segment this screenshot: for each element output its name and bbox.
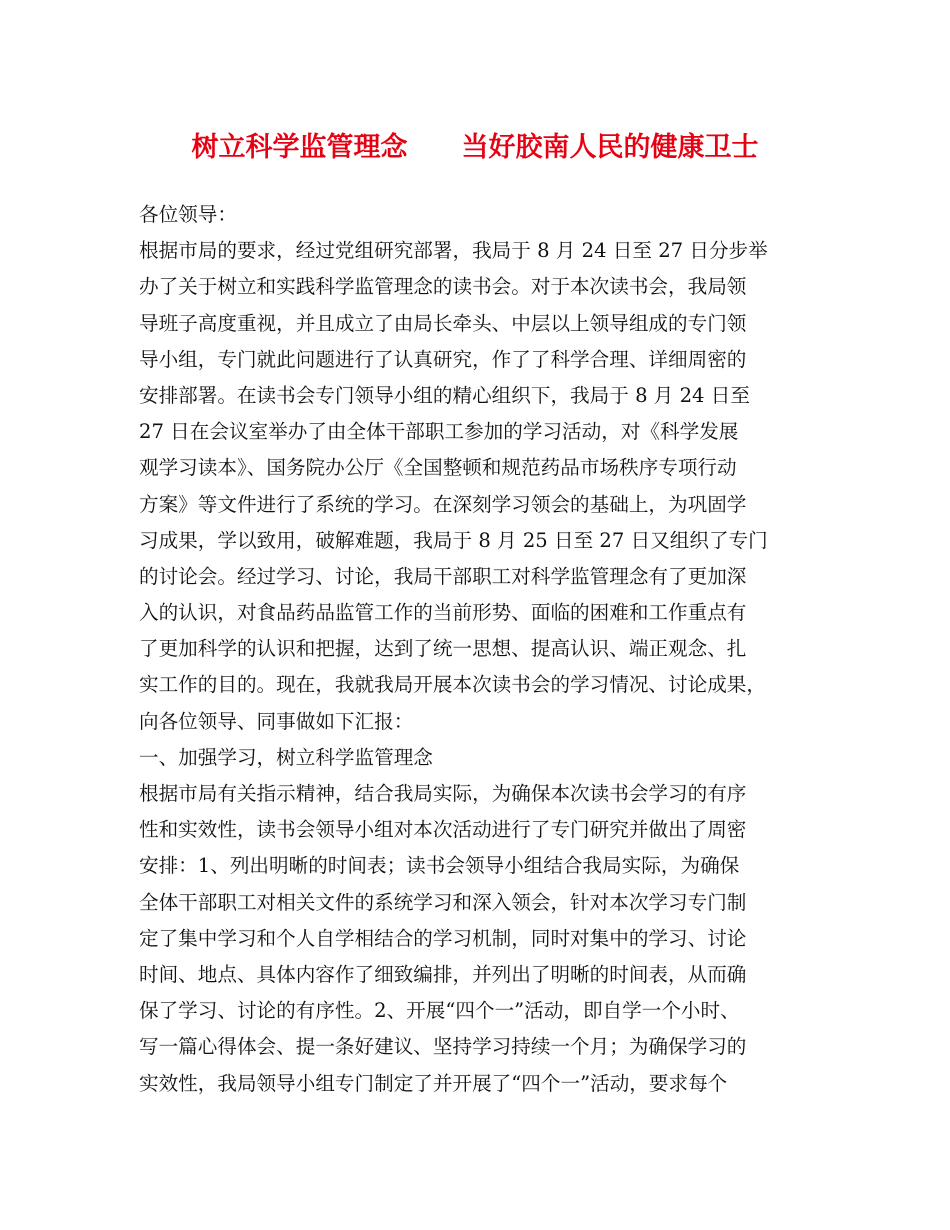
text-line: 实工作的目的。现在，我就我局开展本次读书会的学习情况、讨论成果，: [139, 673, 766, 697]
text-line: 观学习读本》、国务院办公厅《全国整顿和规范药品市场秩序专项行动: [139, 456, 737, 480]
text-line: 向各位领导、同事做如下汇报：: [139, 709, 414, 733]
text-line: 习成果，学以致用，破解难题，我局于 8 月 25 日至 27 日又组织了专门: [139, 528, 768, 552]
text-line: 根据市局的要求，经过党组研究部署，我局于 8 月 24 日至 27 日分步举: [139, 239, 768, 263]
text-line: 的讨论会。经过学习、讨论，我局干部职工对科学监管理念有了更加深: [139, 564, 747, 588]
text-line: 办了关于树立和实践科学监管理念的读书会。对于本次读书会，我局领: [139, 275, 747, 299]
text-line: 定了集中学习和个人自学相结合的学习机制，同时对集中的学习、讨论: [139, 926, 747, 950]
text-line: 27 日在会议室举办了由全体干部职工参加的学习活动，对《科学发展: [139, 420, 739, 444]
text-line: 时间、地点、具体内容作了细致编排，并列出了明晰的时间表，从而确: [139, 962, 747, 986]
text-line: 安排：1、列出明晰的时间表；读书会领导小组结合我局实际，为确保: [139, 854, 740, 878]
document-body: [139, 197, 839, 1102]
text-line: 导班子高度重视，并且成立了由局长牵头、中层以上领导组成的专门领: [139, 311, 747, 335]
section-heading: 一、加强学习，树立科学监管理念: [139, 745, 433, 769]
text-line: 安排部署。在读书会专门领导小组的精心组织下，我局于 8 月 24 日至: [139, 383, 750, 407]
text-line: 保了学习、讨论的有序性。2、开展“四个一”活动，即自学一个小时、: [139, 999, 740, 1023]
text-line: 导小组，专门就此问题进行了认真研究，作了了科学合理、详细周密的: [139, 347, 747, 371]
text-line: 实效性，我局领导小组专门制定了并开展了“四个一”活动，要求每个: [139, 1071, 728, 1095]
text-line: 入的认识，对食品药品监管工作的当前形势、面临的困难和工作重点有: [139, 601, 747, 625]
text-line: 根据市局有关指示精神，结合我局实际，为确保本次读书会学习的有序: [139, 782, 747, 805]
text-line: 了更加科学的认识和把握，达到了统一思想、提高认识、端正观念、扎: [139, 637, 747, 661]
text-line: 性和实效性，读书会领导小组对本次活动进行了专门研究并做出了周密: [139, 818, 747, 842]
text-line: 写一篇心得体会、提一条好建议、坚持学习持续一个月；为确保学习的: [139, 1035, 747, 1059]
text-line: 各位领导：: [139, 203, 237, 226]
text-line: 方案》等文件进行了系统的学习。在深刻学习领会的基础上，为巩固学: [139, 492, 747, 516]
text-line: 全体干部职工对相关文件的系统学习和深入领会，针对本次学习专门制: [139, 890, 747, 914]
document-title: 树立科学监管理念 当好胶南人民的健康卫士: [191, 132, 759, 163]
